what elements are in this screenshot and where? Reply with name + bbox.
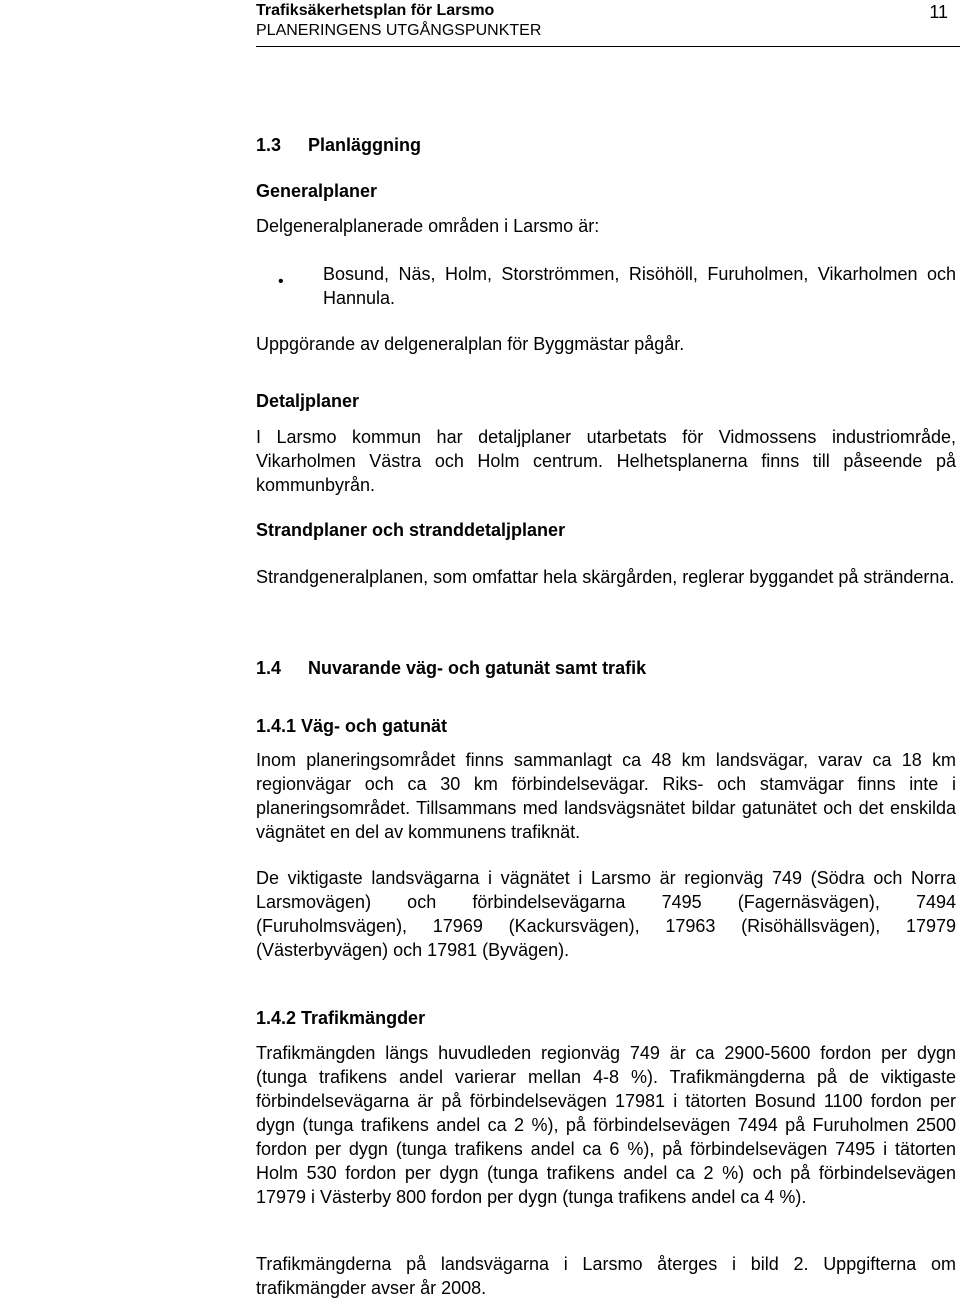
header-rule: [256, 46, 960, 47]
running-header-title: Trafiksäkerhetsplan för Larsmo: [256, 2, 495, 19]
paragraph-trafikmangder-2: Trafikmängderna på landsvägarna i Larsmo återges i bild 2. Uppgifterna om trafikmängder avser år 2008.: [256, 1254, 956, 1298]
subheading-detaljplaner: Detaljplaner: [256, 391, 360, 411]
bullet-icon: •: [278, 273, 284, 290]
section-title: Nuvarande väg- och gatunät samt trafik: [308, 658, 647, 678]
section-number: 1.4: [256, 658, 282, 678]
paragraph-detaljplaner: I Larsmo kommun har detaljplaner utarbetats för Vidmossens industriområde, Vikarholmen Västra och Holm centrum. Helhetsplanerna finns till påseende på kommunbyrån.: [256, 427, 956, 495]
paragraph-vagnat-2: De viktigaste landsvägarna i vägnätet i Larsmo är regionväg 749 (Södra och Norra Larsmovägen) och förbindelsevägarna 7495 (Fagernäsvägen), 7494 (Furuholmsvägen), 17969 (Kackursvägen), 17963 (Risöhällsvägen), 17979 (Västerbyvägen) och 17981 (Byvägen).: [256, 868, 956, 960]
bullet-item: Bosund, Näs, Holm, Storströmmen, Risöhöll, Furuholmen, Vikarholmen och Hannula.: [323, 264, 956, 308]
subheading-generalplaner: Generalplaner: [256, 181, 378, 201]
subheading-1-4-2: 1.4.2 Trafikmängder: [256, 1008, 426, 1028]
section-title: Planläggning: [308, 135, 422, 155]
section-heading-1-3: [256, 133, 421, 157]
page-number: 11: [929, 2, 948, 22]
paragraph-generalplaner-intro: Delgeneralplanerade områden i Larsmo är:: [256, 216, 600, 236]
subheading-1-4-1: 1.4.1 Väg- och gatunät: [256, 716, 448, 736]
paragraph-vagnat-1: Inom planeringsområdet finns sammanlagt ca 48 km landsvägar, varav ca 18 km regionvägar och ca 30 km förbindelsevägar. Riks- och stamvägar finns inte i planeringsområdet. Tillsammans med landsvägsnätet bildar gatunätet och det enskilda vägnätet en del av kommunens trafiknät.: [256, 750, 956, 842]
section-number: 1.3: [256, 135, 282, 155]
subheading-strandplaner: Strandplaner och stranddetaljplaner: [256, 520, 566, 540]
paragraph-generalplaner-note: Uppgörande av delgeneralplan för Byggmästar pågår.: [256, 334, 685, 354]
paragraph-trafikmangder-1: Trafikmängden längs huvudleden regionväg 749 är ca 2900-5600 fordon per dygn (tunga trafikens andel varierar mellan 4-8 %). Trafikmängderna på de viktigaste förbindelsevägarna är på förbindelsevägen 17981 i tätorten Bosund 1100 fordon per dygn (tunga trafikens andel ca 2 %), på förbindelsevägen 7494 på Furuholmen 2500 fordon per dygn (tunga trafikens andel ca 6 %), på förbindelsevägen 7495 i tätorten Holm 530 fordon per dygn (tunga trafikens andel ca 2 %) och på förbindelsevägen 17979 i Västerby 800 fordon per dygn (tunga trafikens andel ca 4 %).: [256, 1043, 956, 1207]
section-heading-1-4: [256, 656, 646, 680]
running-header-subtitle: PLANERINGENS UTGÅNGSPUNKTER: [256, 22, 542, 39]
paragraph-strandplaner: Strandgeneralplanen, som omfattar hela skärgården, reglerar byggandet på stränderna.: [256, 567, 955, 587]
